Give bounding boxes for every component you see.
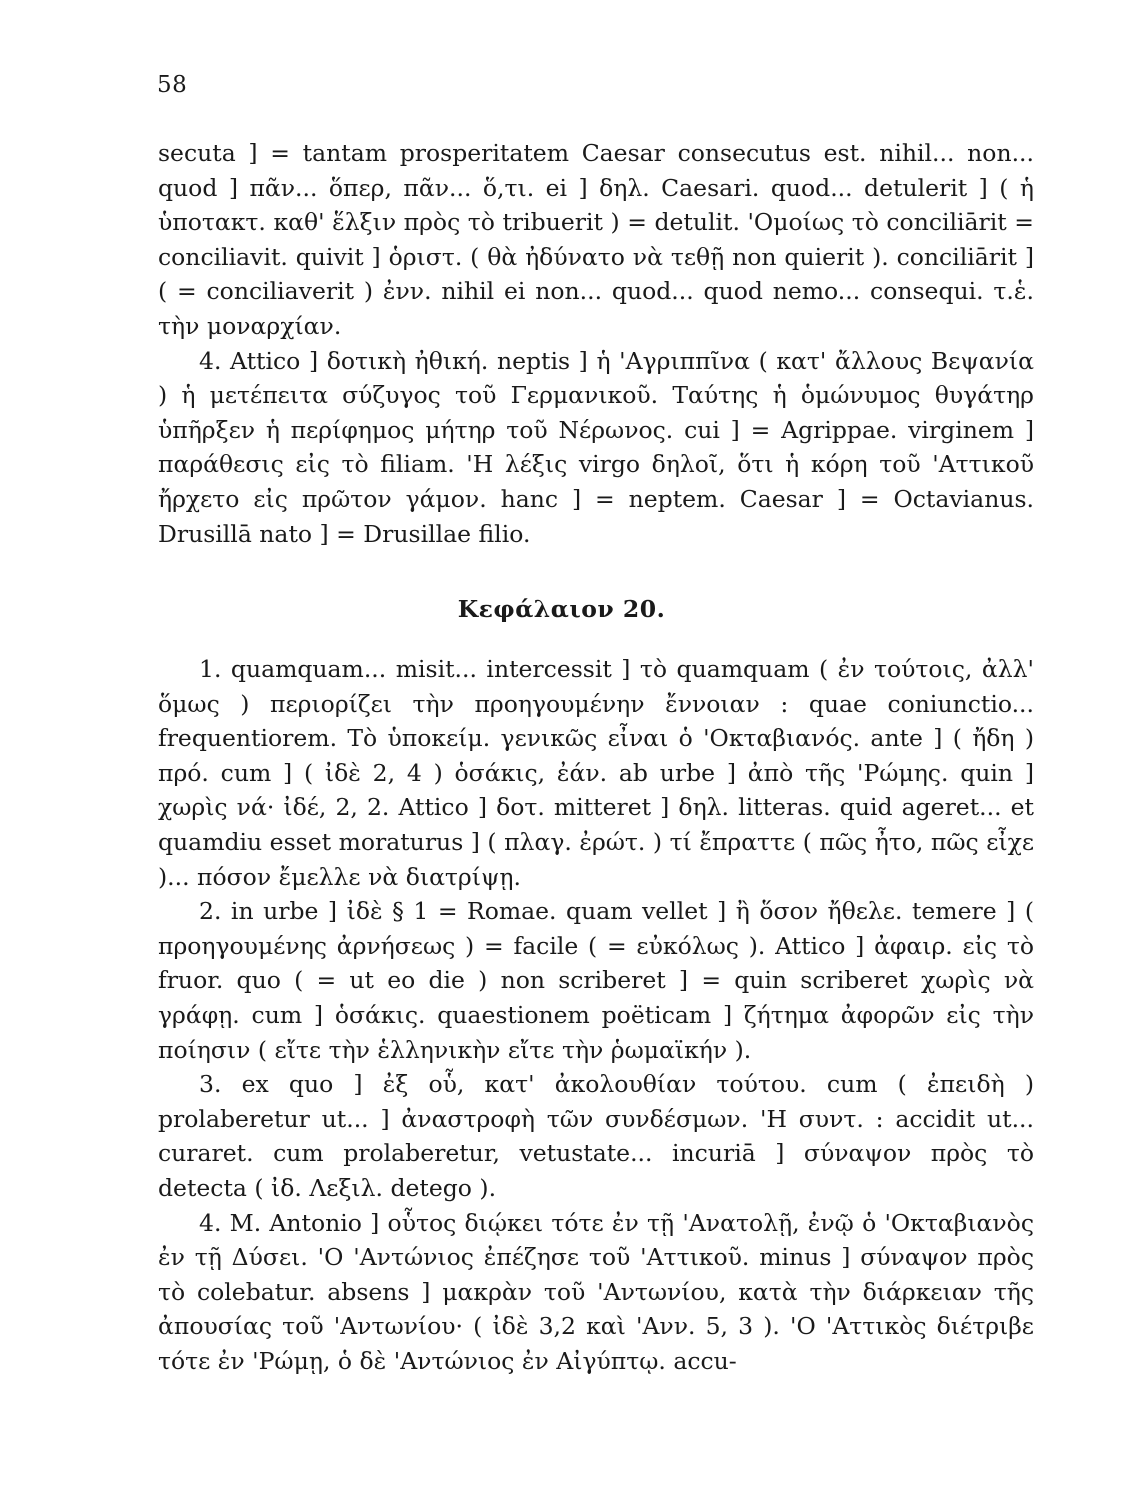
commentary-paragraph: 3. ex quo ] ἐξ οὗ, κατ' ἀκολουθίαν τούτου. cum ( ἐπειδὴ ) prolaberetur ut... ] ἀναστροφὴ τῶν συνδέσμων. 'Η συντ. : accidit ut... curaret. cum prolaberetur, vetustate... incuriā ] σύναψον πρὸς τὸ detecta ( ἰδ. Λεξιλ. detego ). <box>158 1070 1034 1202</box>
commentary-paragraph: 4. M. Antonio ] οὗτος διῴκει τότε ἐν τῇ 'Ανατολῇ, ἐνῷ ὁ 'Οκταβιανὸς ἐν τῇ Δύσει. 'Ο 'Αντώνιος ἐπέζησε τοῦ 'Αττικοῦ. minus ] σύναψον πρὸς τὸ colebatur. absens ] μακρὰν τοῦ 'Αντωνίου, κατὰ τὴν διάρκειαν τῆς ἀπουσίας τοῦ 'Αντωνίου· ( ἰδὲ 3,2 καὶ 'Ανν. 5, 3 ). 'Ο 'Αττικὸς διέτριβε τότε ἐν 'Ρώμῃ, ὁ δὲ 'Αντώνιος ἐν Αἰγύπτῳ. accu- <box>158 1208 1034 1375</box>
page-number: 58 <box>157 72 188 98</box>
commentary-section-20 <box>158 652 1034 1378</box>
commentary-paragraph: 1. quamquam... misit... intercessit ] τὸ quamquam ( ἐν τούτοις, ἀλλ' ὅμως ) περιορίζει τὴν προηγουμένην ἔννοιαν : quae coniunctio... frequentiorem. Τὸ ὑποκείμ. γενικῶς εἶναι ὁ 'Οκταβιανός. ante ] ( ἤδη ) πρό. cum ] ( ἰδὲ 2, 4 ) ὁσάκις, ἐάν. ab urbe ] ἀπὸ τῆς 'Ρώμης. quin ] χωρὶς νά· ἰδέ, 2, 2. Attico ] δοτ. mitteret ] δηλ. litteras. quid ageret... et quamdiu esset moraturus ] ( πλαγ. ἐρώτ. ) τί ἔπραττε ( πῶς ἦτο, πῶς εἶχε )... πόσον ἔμελλε νὰ διατρίψῃ. <box>158 655 1034 891</box>
commentary-paragraph: 2. in urbe ] ἰδὲ § 1 = Romae. quam vellet ] ἢ ὅσον ἤθελε. temere ] ( προηγουμένης ἀρνήσεως ) = facile ( = εὐκόλως ). Attico ] ἀφαιρ. εἰς τὸ fruor. quo ( = ut eo die ) non scriberet ] = quin scriberet χωρὶς νὰ γράφῃ. cum ] ὁσάκις. quaestionem poëticam ] ζήτημα ἀφορῶν εἰς τὴν ποίησιν ( εἴτε τὴν ἑλληνικὴν εἴτε τὴν ῥωμαϊκήν ). <box>158 897 1034 1064</box>
commentary-paragraph: secuta ] = tantam prosperitatem Caesar consecutus est. nihil... non... quod ] πᾶν... ὅπερ, πᾶν... ὅ,τι. ei ] δηλ. Caesari. quod... detulerit ] ( ἡ ὑποτακτ. καθ' ἕλξιν πρὸς τὸ tribuerit ) = detulit. 'Ομοίως τὸ conciliārit = conciliavit. quivit ] ὁριστ. ( θὰ ἠδύνατο νὰ τεθῇ non quierit ). conciliārit ] ( = conciliaverit ) ἐνν. nihil ei non... quod... quod nemo... consequi. τ.ἑ. τὴν μοναρχίαν. <box>158 139 1034 340</box>
chapter-heading: Κεφάλαιον 20. <box>457 595 666 623</box>
commentary-paragraph: 4. Attico ] δοτικὴ ἠθική. neptis ] ἡ 'Αγριππῖνα ( κατ' ἄλλους Βεψανία ) ἡ μετέπειτα σύζυγος τοῦ Γερμανικοῦ. Ταύτης ἡ ὁμώνυμος θυγάτηρ ὑπῆρξεν ἡ περίφημος μήτηρ τοῦ Νέρωνος. cui ] = Agrippae. virginem ] παράθεσις εἰς τὸ filiam. 'Η λέξις virgo δηλοῖ, ὅτι ἡ κόρη τοῦ 'Αττικοῦ ἤρχετο εἰς πρῶτον γάμον. hanc ] = neptem. Caesar ] = Octavianus. Drusillā nato ] = Drusillae filio. <box>158 346 1034 548</box>
commentary-section-19 <box>158 136 1034 551</box>
